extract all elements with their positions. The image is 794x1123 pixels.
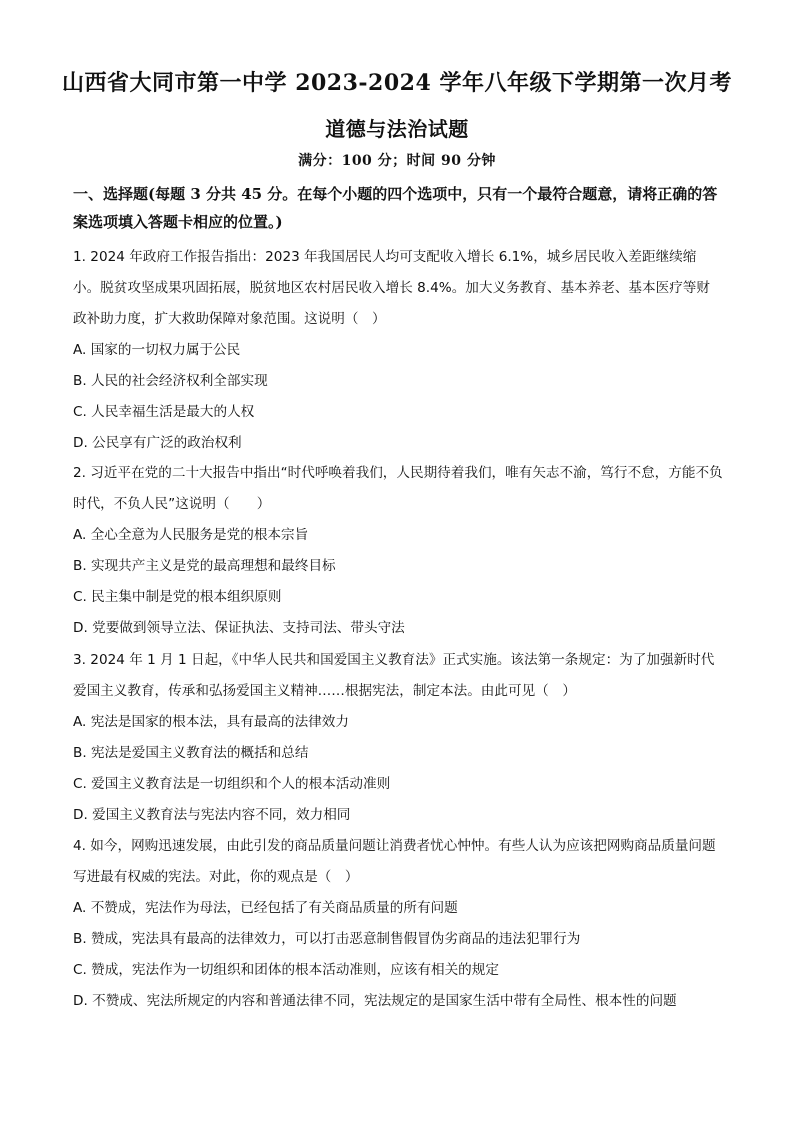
option-c: C. 爱国主义教育法是一切组织和个人的根本活动准则 <box>73 776 391 792</box>
question-4 <box>73 831 723 1017</box>
option-d: D. 党要做到领导立法、保证执法、支持司法、带头守法 <box>73 620 405 636</box>
option-c: C. 民主集中制是党的根本组织原则 <box>73 589 282 605</box>
option-a: A. 不赞成，宪法作为母法，已经包括了有关商品质量的所有问题 <box>73 900 458 916</box>
option-d: D. 不赞成、宪法所规定的内容和普通法律不同，宪法规定的是国家生活中带有全局性、根本性的问题 <box>73 993 677 1009</box>
question-text: 3. 2024 年 1 月 1 日起，《中华人民共和国爱国主义教育法》正式实施。该法第一条规定：为了加强新时代爱国主义教育，传承和弘扬爱国主义精神……根据宪法，制定本法。由此可见（ ） <box>73 652 715 699</box>
option-c: C. 赞成，宪法作为一切组织和团体的根本活动准则，应该有相关的规定 <box>73 962 499 978</box>
score-time-info: 满分：100 分；时间 90 分钟 <box>298 153 496 169</box>
option-d: D. 爱国主义教育法与宪法内容不同，效力相同 <box>73 807 351 823</box>
question-text: 4. 如今，网购迅速发展，由此引发的商品质量问题让消费者忧心忡忡。有些人认为应该把网购商品质量问题写进最有权威的宪法。对此，你的观点是（ ） <box>73 838 716 885</box>
exam-subject: 道德与法治试题 <box>325 117 469 141</box>
option-b: B. 赞成，宪法具有最高的法律效力，可以打击恶意制售假冒伪劣商品的违法犯罪行为 <box>73 931 581 947</box>
exam-title: 山西省大同市第一中学 2023-2024 学年八年级下学期第一次月考 <box>62 70 732 96</box>
option-a: A. 全心全意为人民服务是党的根本宗旨 <box>73 527 309 543</box>
option-d: D. 公民享有广泛的政治权利 <box>73 435 242 451</box>
option-b: B. 宪法是爱国主义教育法的概括和总结 <box>73 745 309 761</box>
question-text: 2. 习近平在党的二十大报告中指出“时代呼唤着我们，人民期待着我们，唯有矢志不渝，笃行不怠，方能不负时代，不负人民”这说明（ ） <box>73 465 723 512</box>
question-2 <box>73 458 723 644</box>
option-b: B. 实现共产主义是党的最高理想和最终目标 <box>73 558 336 574</box>
question-1 <box>73 242 723 459</box>
question-3 <box>73 645 723 831</box>
option-c: C. 人民幸福生活是最大的人权 <box>73 404 255 420</box>
option-b: B. 人民的社会经济权利全部实现 <box>73 373 268 389</box>
option-a: A. 国家的一切权力属于公民 <box>73 342 241 358</box>
section-heading: 一、选择题(每题 3 分共 45 分。在每个小题的四个选项中，只有一个最符合题意，请将正确的答案选项填入答题卡相应的位置。) <box>73 185 718 231</box>
option-a: A. 宪法是国家的根本法，具有最高的法律效力 <box>73 714 349 730</box>
question-text: 1. 2024 年政府工作报告指出：2023 年我国居民人均可支配收入增长 6.1%，城乡居民收入差距继续缩小。脱贫攻坚成果巩固拓展，脱贫地区农村居民收入增长 8.4%。加大义务教育、基本养老、基本医疗等财政补助力度，扩大救助保障对象范围。这说明（ ） <box>73 249 710 327</box>
